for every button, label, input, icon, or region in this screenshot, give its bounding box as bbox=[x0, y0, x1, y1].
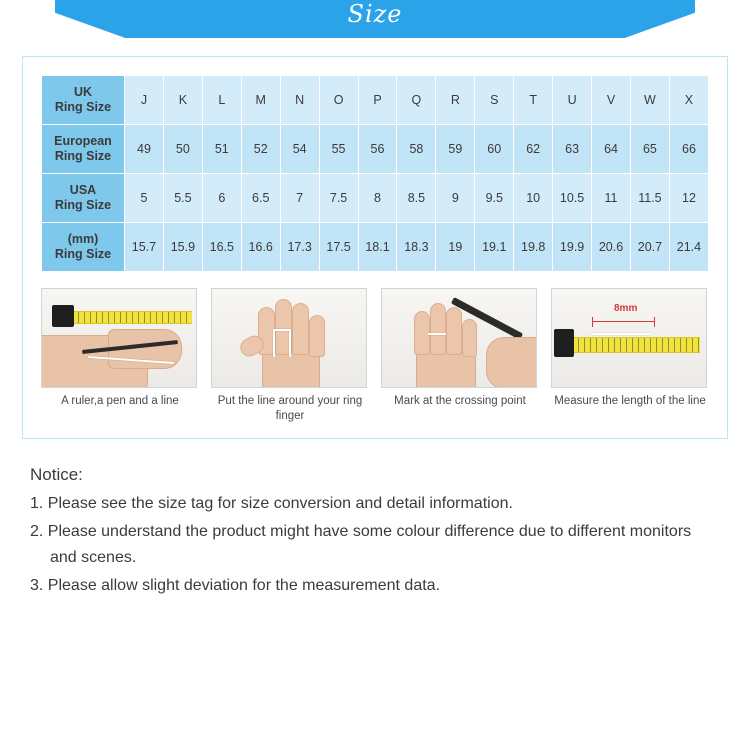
cell-mm-8: 19 bbox=[436, 223, 475, 272]
measure-step-2 bbox=[211, 288, 369, 424]
row-header-european bbox=[42, 125, 125, 174]
size-panel bbox=[22, 56, 728, 439]
mark-crossing-point-photo-icon bbox=[381, 288, 537, 388]
cell-usa-13: 11.5 bbox=[630, 174, 669, 223]
measure-step-3 bbox=[381, 288, 539, 424]
notice-item-1: 1. Please see the size tag for size conversion and detail information. bbox=[30, 495, 513, 512]
cell-eu-12: 64 bbox=[592, 125, 631, 174]
row-header-uk-line2: Ring Size bbox=[54, 100, 112, 114]
cell-mm-12: 20.6 bbox=[592, 223, 631, 272]
cell-eu-13: 65 bbox=[630, 125, 669, 174]
cell-mm-6: 18.1 bbox=[358, 223, 397, 272]
cell-mm-9: 19.1 bbox=[475, 223, 514, 272]
row-header-uk bbox=[42, 76, 125, 125]
measure-step-1 bbox=[41, 288, 199, 424]
cell-mm-13: 20.7 bbox=[630, 223, 669, 272]
cell-mm-3: 16.6 bbox=[241, 223, 280, 272]
measure-step-1-caption: A ruler,a pen and a line bbox=[61, 395, 179, 407]
cell-eu-14: 66 bbox=[669, 125, 708, 174]
cell-mm-7: 18.3 bbox=[397, 223, 436, 272]
row-header-usa-line1: USA bbox=[69, 183, 97, 197]
table-row bbox=[42, 174, 709, 223]
banner-title: Size bbox=[347, 0, 403, 28]
cell-uk-13: W bbox=[630, 76, 669, 125]
cell-mm-1: 15.9 bbox=[163, 223, 202, 272]
row-header-usa bbox=[42, 174, 125, 223]
cell-usa-9: 9.5 bbox=[475, 174, 514, 223]
cell-uk-9: S bbox=[475, 76, 514, 125]
row-header-european-line1: European bbox=[54, 134, 112, 148]
cell-uk-8: R bbox=[436, 76, 475, 125]
cell-eu-3: 52 bbox=[241, 125, 280, 174]
cell-uk-5: O bbox=[319, 76, 358, 125]
cell-usa-11: 10.5 bbox=[553, 174, 592, 223]
measure-length-label: 8mm bbox=[614, 303, 638, 314]
ruler-pen-line-photo-icon bbox=[41, 288, 197, 388]
cell-uk-10: T bbox=[514, 76, 553, 125]
row-header-mm-line2: Ring Size bbox=[54, 247, 112, 261]
cell-uk-0: J bbox=[125, 76, 164, 125]
ring-size-table bbox=[41, 75, 709, 272]
cell-eu-4: 54 bbox=[280, 125, 319, 174]
cell-uk-4: N bbox=[280, 76, 319, 125]
cell-usa-7: 8.5 bbox=[397, 174, 436, 223]
notice-section bbox=[30, 465, 720, 599]
row-header-usa-line2: Ring Size bbox=[54, 198, 112, 212]
cell-usa-5: 7.5 bbox=[319, 174, 358, 223]
line-around-finger-photo-icon bbox=[211, 288, 367, 388]
cell-eu-9: 60 bbox=[475, 125, 514, 174]
row-header-uk-line1: UK bbox=[73, 85, 93, 99]
page-banner bbox=[0, 0, 750, 38]
cell-uk-7: Q bbox=[397, 76, 436, 125]
measure-step-3-caption: Mark at the crossing point bbox=[394, 395, 526, 407]
cell-mm-10: 19.8 bbox=[514, 223, 553, 272]
notice-title: Notice: bbox=[30, 465, 83, 484]
cell-mm-14: 21.4 bbox=[669, 223, 708, 272]
row-header-mm-line1: (mm) bbox=[67, 232, 99, 246]
cell-mm-5: 17.5 bbox=[319, 223, 358, 272]
cell-usa-6: 8 bbox=[358, 174, 397, 223]
cell-eu-5: 55 bbox=[319, 125, 358, 174]
measure-step-4 bbox=[551, 288, 709, 424]
cell-eu-0: 49 bbox=[125, 125, 164, 174]
cell-uk-2: L bbox=[202, 76, 241, 125]
measure-step-2-caption: Put the line around your ring finger bbox=[217, 395, 363, 422]
cell-uk-3: M bbox=[241, 76, 280, 125]
cell-uk-12: V bbox=[592, 76, 631, 125]
cell-uk-6: P bbox=[358, 76, 397, 125]
measure-line-photo-icon bbox=[551, 288, 707, 388]
cell-mm-2: 16.5 bbox=[202, 223, 241, 272]
cell-usa-10: 10 bbox=[514, 174, 553, 223]
cell-usa-8: 9 bbox=[436, 174, 475, 223]
measure-steps bbox=[41, 288, 709, 424]
cell-eu-11: 63 bbox=[553, 125, 592, 174]
cell-usa-2: 6 bbox=[202, 174, 241, 223]
table-row bbox=[42, 223, 709, 272]
table-row bbox=[42, 76, 709, 125]
cell-eu-6: 56 bbox=[358, 125, 397, 174]
cell-usa-4: 7 bbox=[280, 174, 319, 223]
cell-eu-7: 58 bbox=[397, 125, 436, 174]
cell-usa-12: 11 bbox=[592, 174, 631, 223]
cell-uk-11: U bbox=[553, 76, 592, 125]
notice-item-2: 2. Please understand the product might have some colour difference due to different monitors and scenes. bbox=[30, 523, 692, 566]
cell-eu-8: 59 bbox=[436, 125, 475, 174]
cell-uk-14: X bbox=[669, 76, 708, 125]
cell-uk-1: K bbox=[163, 76, 202, 125]
cell-eu-10: 62 bbox=[514, 125, 553, 174]
cell-usa-3: 6.5 bbox=[241, 174, 280, 223]
table-row bbox=[42, 125, 709, 174]
measure-step-4-caption: Measure the length of the line bbox=[554, 395, 706, 407]
cell-eu-2: 51 bbox=[202, 125, 241, 174]
cell-mm-11: 19.9 bbox=[553, 223, 592, 272]
cell-mm-4: 17.3 bbox=[280, 223, 319, 272]
cell-usa-1: 5.5 bbox=[163, 174, 202, 223]
row-header-european-line2: Ring Size bbox=[54, 149, 112, 163]
notice-item-3: 3. Please allow slight deviation for the measurement data. bbox=[30, 577, 441, 594]
cell-mm-0: 15.7 bbox=[125, 223, 164, 272]
cell-eu-1: 50 bbox=[163, 125, 202, 174]
cell-usa-0: 5 bbox=[125, 174, 164, 223]
cell-usa-14: 12 bbox=[669, 174, 708, 223]
row-header-mm bbox=[42, 223, 125, 272]
